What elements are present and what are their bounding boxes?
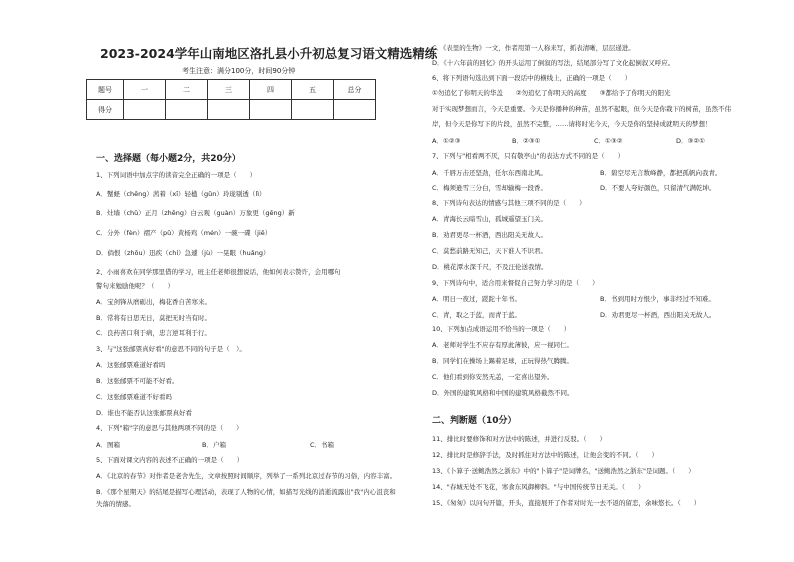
question-line: C．这张邮票难道不好看吗	[96, 393, 173, 401]
score-table-header-row	[87, 80, 376, 100]
question-line: 岸，但今天是你写下的片段，虽然不完整，……请将时光今天，今天是你的坚持成就明天的梦想！	[432, 120, 712, 128]
question-line: 3、与"这张邮票真好看"的意思不同的句子是（ ）。	[96, 345, 246, 353]
question-line: 1、下列词语中加点字的读音完全正确的一项是（ ）	[96, 171, 257, 179]
section-heading-choice: 一、选择题（每小题2分，共20分）	[96, 154, 241, 164]
answer-option: A．千唇万击还坚劲，任尔东西南北风。	[432, 169, 547, 177]
score-header-cell: 四	[250, 80, 292, 100]
score-table-row	[87, 100, 376, 120]
answer-option: D．不要人夸好颜色，只留清气满乾坤。	[600, 184, 716, 192]
question-line: B．这张邮票不可能不好看。	[96, 377, 179, 385]
answer-option: B．书到用时方恨少，事非经过不知难。	[600, 295, 715, 303]
question-line: 6、将下列语句选出到下面一段话中的横线上，正确的一项是（ ）	[432, 74, 632, 82]
score-header-cell: 题号	[87, 80, 124, 100]
question-line: 11、排比时要修饰和对方法中的陈述，并进行反驳。（ ）	[432, 435, 607, 443]
score-cell[interactable]	[166, 100, 208, 120]
question-line: 4、下列"箱"字的意思与其他两项不同的是（ ）	[96, 424, 243, 432]
score-header-cell: 总分	[334, 80, 376, 100]
answer-option: B．②③①	[512, 137, 541, 145]
question-line: B．《那个星期天》的结尾是描写心理活动，表现了人物的心情，如描写光线的消逝流露出"我"内心沮丧和	[96, 488, 396, 496]
answer-option: A．明日一夜过，蹉跎十年书。	[432, 295, 521, 303]
question-line: 9、下列诗句中，适合用来督促自己努力学习的是（ ）	[432, 279, 599, 287]
score-table	[86, 79, 376, 120]
question-line: B．常将有日思无日，莫把无时当有时。	[96, 314, 211, 322]
section-heading-judgment: 二、判断题（10分）	[432, 416, 517, 426]
answer-option: B．户箱	[202, 441, 226, 449]
question-line: A．宝剑锋从磨砺出，梅花香自苦寒来。	[96, 298, 211, 306]
score-cell[interactable]	[250, 100, 292, 120]
question-line: D．倘恨（zhōu）迅疾（chí）急遽（jù）一晃眼（huǎng）	[96, 249, 270, 257]
score-header-cell: 一	[124, 80, 166, 100]
question-line: 8、下列诗句表达的情感与其他三项不同的是（ ）	[432, 199, 586, 207]
answer-option: A．①②③	[432, 137, 461, 145]
question-line: A．这张邮票难道好看吗	[96, 361, 166, 369]
question-line: C．分外（fèn）褶产（pǔ）黄杨鸡（mén）一碗一碟（jiē）	[96, 229, 272, 237]
question-line: C．他们看到你安然无恙，一定喜出望外。	[432, 373, 554, 381]
question-line: 15、《匆匆》以问句开篇，开头，直接展开了作者对时光一去不返的留恋，余味悠长。（ ）	[432, 499, 701, 507]
question-line: A．《北京的春节》对作者是老舍先生，文章按照时间顺序，列举了一系列北京过春节的习俗，内容丰富。	[96, 472, 397, 480]
question-line: 警句来勉励他呢？（ ）	[96, 282, 174, 290]
answer-option: D．劝君更尽一杯酒，西出阳关无故人。	[600, 311, 716, 319]
question-line: 7、下列与"相看两不厌，只有敬亭山"的表达方式不同的是（ ）	[432, 152, 625, 160]
question-line: C．良药苦口利于病，忠言逆耳利于行。	[96, 329, 212, 337]
question-line: 2、小雨喜欢在同学那里借的学习，班主任老师很想说话，他如何表示赞许，会用哪句	[96, 268, 341, 276]
question-line: C．《表里的生物》一文，作者用第一人称来写，抓表清晰，层层递进。	[432, 44, 635, 52]
question-line: 14、"春城无处不飞花，寒食东风御柳斜。"与中国传统节日无关。（ ）	[432, 483, 645, 491]
question-line: ①勿追忆了你明天的华盖 ②勿追忆了你明天的高度 ③都给予了你明天的阳光	[432, 89, 671, 97]
question-line: A．蟹蛏（chēng）茜着（xī）轻楹（gǔn）玲珑剔透（lì）	[96, 190, 266, 198]
score-cell[interactable]	[334, 100, 376, 120]
score-header-cell: 三	[208, 80, 250, 100]
question-line: D．桃花潭水深千尺，不及汪伦送我情。	[432, 263, 548, 271]
question-line: B．同学们在操场上踢着足球，正玩得热气腾腾。	[432, 357, 573, 365]
question-line: C．莫愁前路无知己，天下谁人不识君。	[432, 247, 548, 255]
score-header-cell: 二	[166, 80, 208, 100]
exam-notice: 考生注意：满分100分，时间90分钟	[182, 67, 296, 75]
question-line: 对于实现梦想而言，今天是重要。今天是你播种的种苗，虽然不起眼，但今天是你栽下的树苗，虽然不伟	[432, 105, 731, 113]
score-row-label: 得分	[87, 100, 124, 120]
score-cell[interactable]	[124, 100, 166, 120]
question-line: 失落的情感。	[96, 500, 135, 508]
question-line: A．老师对学生不应存有厚此薄彼，应一视同仁。	[432, 341, 573, 349]
answer-option: C．梅须逊雪三分白，雪却输梅一段香。	[432, 184, 548, 192]
score-cell[interactable]	[292, 100, 334, 120]
answer-option: C．书箱	[310, 441, 335, 449]
question-line: B．劝君更尽一杯酒，西出阳关无故人。	[432, 231, 547, 239]
answer-option: A．图箱	[96, 441, 120, 449]
answer-option: D．③②①	[676, 137, 705, 145]
question-line: D．谁也不能否认这张邮票真好看	[96, 409, 193, 417]
question-line: A．青海长云暗雪山，孤城遥望玉门关。	[432, 215, 547, 223]
answer-option: C．青，取之于蓝，而青于蓝。	[432, 311, 522, 319]
score-header-cell: 五	[292, 80, 334, 100]
question-line: 13、《卜算子·送鲍浩然之浙东》中的"卜算子"是词牌名，"送鲍浩然之浙东"是词题。（ ）	[432, 467, 695, 475]
score-cell[interactable]	[208, 100, 250, 120]
question-line: 12、排比时是修辞手法，及时抓住对方法中的陈述，让他会变的不同。（ ）	[432, 451, 659, 459]
answer-option: C．①③②	[594, 137, 623, 145]
question-line: 10、下列加点成语运用不恰当的一项是（ ）	[432, 325, 571, 333]
page-title: 2023-2024学年山南地区洛扎县小升初总复习语文精选精练	[100, 46, 438, 61]
question-line: D．外国的建筑风格和中国的建筑风格截然不同。	[432, 389, 574, 397]
answer-option: B．碧空尽无言数峰静，都把孤帆向我青。	[600, 169, 722, 177]
question-line: 5、下面对课文内容的表述不正确的一项是（ ）	[96, 456, 244, 464]
question-line: B．灶墙（chǔ）正月（zhēng）白云观（guàn）万象更（gēng）新	[96, 209, 295, 217]
question-line: D．《十六年前的回忆》的开头运用了倒叙的写法，结尾部分写了文化起倒叙又呼应。	[432, 59, 675, 67]
